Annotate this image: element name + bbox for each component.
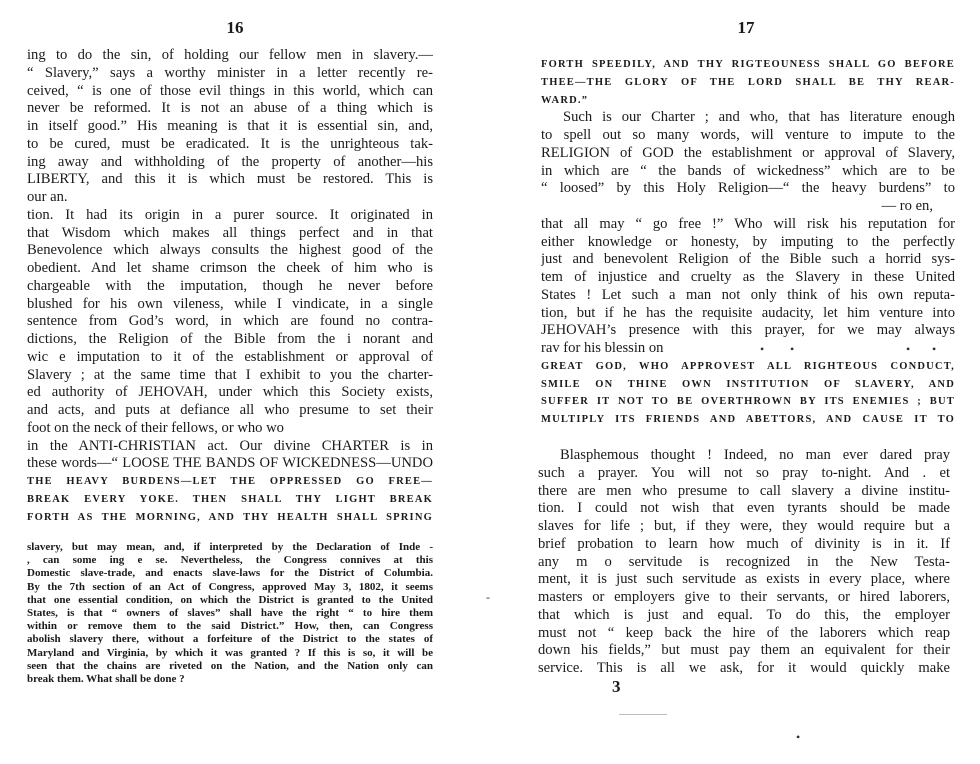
text-line: slavery, but may mean, and, if interpreted by the Declaration of Inde - [27, 541, 433, 553]
text-line: THEE—THE GLORY OF THE LORD SHALL BE THY REAR- [541, 76, 955, 88]
text-line: that Wisdom which makes all things perfect and in that [27, 224, 433, 241]
text-line: foot on the neck of their fellows, or who wo [27, 419, 284, 436]
text-line: slaves for life ; but, if they were, they would require but a [538, 518, 950, 534]
text-line: just and benevolent Religion of the Bible such a horrid sys- [541, 251, 955, 268]
ink-mark: • [790, 342, 795, 356]
ink-mark: - [486, 590, 490, 604]
text-line: seen that the chains are riveted on the Nation, and the Nation only can [27, 659, 433, 672]
text-line: to be cured, must be eradicated. It is the unrighteous tak- [27, 135, 433, 152]
text-line: blushed for his own vileness, while I vindicate, in a single [27, 295, 433, 312]
right-main-text [541, 56, 955, 429]
text-line: Such is our Charter ; and who, that has literature enough [563, 109, 955, 126]
text-line: Domestic slave-trade, and enacts slave-laws for the District of Columbia. [27, 567, 433, 580]
text-line: any m o servitude is recognized in the New Testa- [538, 553, 950, 570]
text-line: SMILE ON THINE OWN INSTITUTION OF SLAVERY, AND [541, 378, 955, 390]
text-line: that all may “ go free !” Who will risk his reputation for [541, 215, 955, 232]
text-line: sentence from God’s word, in which are found no contra- [27, 313, 433, 330]
text-line: either knowledge or honesty, by imputing to the perfectly [541, 233, 955, 250]
text-line: THE HEAVY BURDENS—LET THE OPPRESSED GO FREE— [27, 476, 433, 487]
text-line: RELIGION of GOD the establishment or approval of Slavery, [541, 144, 955, 161]
divider-line [619, 714, 667, 715]
text-line: these words—“ LOOSE THE BANDS OF WICKEDNESS—UNDO [27, 455, 433, 472]
text-line: and acts, and puts at defiance all who presume to set their [27, 402, 433, 418]
text-line: GREAT GOD, WHO APPROVEST ALL RIGHTEOUS CONDUCT, [541, 360, 955, 372]
text-line: wic e imputation to it of the establishment or approval of [27, 348, 433, 365]
left-main-text [27, 47, 433, 526]
text-line: there are men who presume to call slavery a divine institu- [538, 482, 950, 499]
text-line: Slavery ; at the same time that I exhibit to you the charter- [27, 366, 433, 383]
left-footnote [27, 541, 433, 686]
text-line: ed authority of JEHOVAH, under which this Society exists, [27, 384, 433, 401]
text-line: service. This is all we ask, for it would quickly make [538, 660, 950, 676]
text-line: break them. What shall be done ? [27, 672, 185, 685]
page-number-left: 16 [226, 18, 244, 37]
text-line: MULTIPLY ITS FRIENDS AND ABETTORS, AND CAUSE IT TO [541, 414, 955, 425]
text-line: Maryland and Virginia, by which it was granted ? If this is so, it will be [27, 646, 433, 659]
text-line: in which are “ the bands of wickedness” which are to be [541, 162, 955, 179]
text-line: FORTH AS THE MORNING, AND THY HEALTH SHALL SPRING [27, 511, 433, 523]
text-line: never be reformed. It is not an abuse of a thing which is [27, 100, 433, 117]
text-line: that one essential condition, on which the District is granted to the United [27, 593, 433, 606]
text-line: in itself good.” His meaning is that it is essential sin, and, [27, 118, 433, 134]
text-line: tion, but if he has the requisite audacity, let him venture into [541, 304, 955, 321]
text-line: down his fields,” but must pay them an equivalent for their [538, 642, 950, 659]
text-line: dictions, the Religion of the Bible from the i norant and [27, 331, 433, 347]
text-line: — ro en, [881, 198, 933, 214]
ink-mark: • [760, 342, 765, 356]
text-line: rav for his blessin on [541, 340, 664, 356]
text-line: that which is just and equal. To do this, the employer [538, 606, 950, 623]
text-line: LIBERTY, and this it is which must be restored. This is [27, 171, 433, 188]
page-number-right: 17 [737, 18, 755, 37]
text-line: By the 7th section of an Act of Congress, approved May 3, 1802, it seems [27, 580, 433, 593]
text-line: Blasphemous thought ! Indeed, no man ever dared pray [560, 447, 950, 463]
text-line: ceived, “ is one of those evil things in this world, which can [27, 82, 433, 99]
text-line: brief probation to learn how much of divinity is in it. If [538, 535, 950, 552]
ink-mark: • [796, 730, 801, 744]
text-line: ing away and withholding of the property of another—his [27, 153, 433, 170]
text-line: masters or employers give to their servants, or hired laborers, [538, 589, 950, 605]
text-line: obedient. And let shame crimson the cheek of him who is [27, 260, 433, 276]
text-line: such a prayer. You will not so pray to-night. And . et [538, 464, 950, 481]
text-line: ing to do the sin, of holding our fellow men in slavery.— [27, 47, 433, 63]
text-line: “ Slavery,” says a worthy minister in a letter recently re- [27, 64, 433, 81]
text-line: , can some ing e se. Nevertheless, the Congress connives at this [27, 554, 433, 567]
ink-mark: • [906, 342, 911, 356]
ink-mark: • [932, 342, 937, 356]
signature-mark: 3 [612, 677, 621, 696]
text-line: ment, it is just such servitude as exists in every place, where [538, 571, 950, 588]
text-line: SUFFER IT NOT TO BE OVERTHROWN BY ITS ENEMIES ; BUT [541, 396, 955, 408]
text-line: tem of injustice and cruelty as the Slavery in these United [541, 269, 955, 285]
text-line: BREAK EVERY YOKE. THEN SHALL THY LIGHT BREAK [27, 493, 433, 505]
text-line: tion. I could not wish that even tyrants should be made [538, 500, 950, 517]
text-line: tion. It had its origin in a purer source. It originated in [27, 206, 433, 223]
text-line: States, is that “ owners of slaves” shall have the right “ to hire them [27, 606, 433, 619]
text-line: WARD.” [541, 94, 589, 106]
text-line: States ! Let such a man not only think of his own reputa- [541, 286, 955, 303]
text-line: chargeable with the imputation, though he never before [27, 277, 433, 294]
text-line: abolish slavery there, without a forfeiture of the District to the states of [27, 633, 433, 646]
text-line: Benevolence which always consults the highest good of the [27, 242, 433, 259]
text-line: in the ANTI-CHRISTIAN act. Our divine CHARTER is in [27, 437, 433, 454]
right-main-text-continued [538, 447, 950, 678]
text-line: FORTH SPEEDILY, AND THY RIGTEOUNESS SHALL GO BEFORE [541, 59, 955, 70]
text-line: JEHOVAH’s presence with this prayer, for we may always [541, 322, 955, 339]
text-line: to spell out so many words, will venture to impute to the [541, 127, 955, 143]
text-line: must not “ keep back the hire of the laborers which reap [538, 624, 950, 641]
text-line: “ loosed” by this Holy Religion—“ the heavy burdens” to [541, 180, 955, 197]
text-line: within or remove them to the said District.” How, then, can Congress [27, 620, 433, 633]
text-line: our an. [27, 189, 68, 205]
